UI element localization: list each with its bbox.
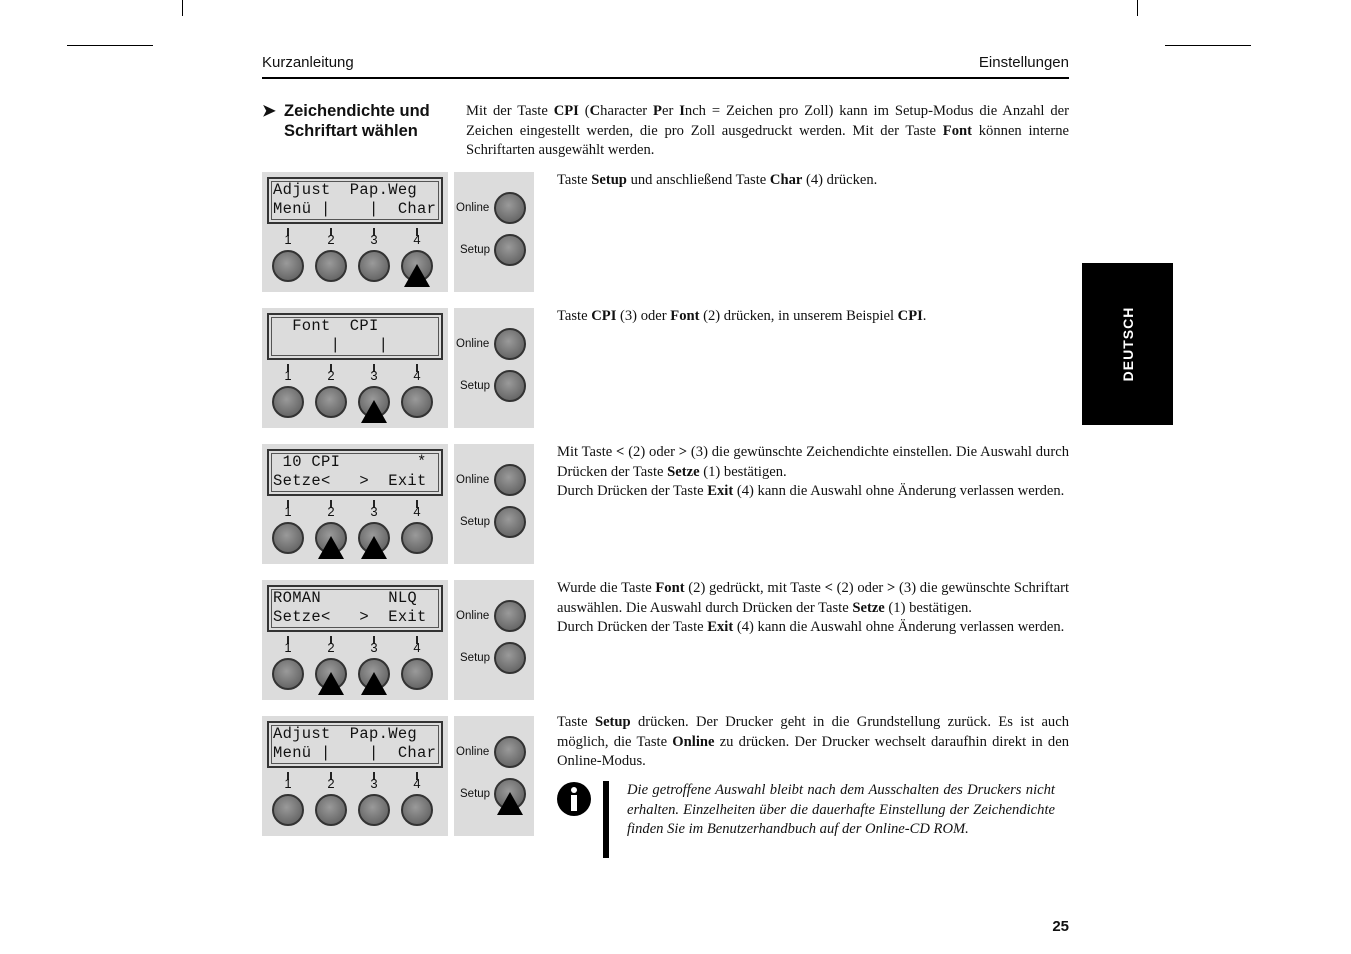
- page-number: 25: [1052, 918, 1069, 935]
- printer-panel-step3: [262, 444, 534, 564]
- printer-panel-step2: [262, 308, 534, 428]
- control-panel: [262, 444, 448, 564]
- press-arrow-icon: [404, 264, 430, 287]
- language-tab: [1082, 263, 1173, 425]
- button-number: 4: [413, 368, 421, 383]
- panel-button-2: [315, 250, 347, 282]
- press-arrow-icon: [361, 400, 387, 423]
- step4-text: Wurde die Taste Font (2) gedrückt, mit Taste < (2) oder > (3) die gewünschte Schriftart auswählen. Die Auswahl durch Drücken der Taste Setze (1) bestätigen. Durch Drücken der Taste Exit (4) kann die Auswahl ohne Änderung verlassen werden.: [557, 580, 1069, 635]
- online-label: Online: [456, 338, 490, 350]
- side-panel: [454, 444, 534, 564]
- setup-label: Setup: [460, 652, 491, 664]
- control-panel: [262, 580, 448, 700]
- setup-label: Setup: [460, 788, 491, 800]
- button-number: 3: [370, 232, 378, 247]
- lcd-display: [267, 585, 443, 632]
- lcd-display: [267, 177, 443, 224]
- step2-text: Taste CPI (3) oder Font (2) drücken, in unserem Beispiel CPI.: [557, 308, 927, 324]
- online-button: [494, 192, 526, 224]
- panel-button-3: [358, 250, 390, 282]
- lcd-line-1: 10 CPI *: [273, 453, 427, 471]
- setup-button: [494, 370, 526, 402]
- button-number: 4: [413, 640, 421, 655]
- button-number: 4: [413, 776, 421, 791]
- language-tab-label: DEUTSCH: [1119, 306, 1136, 382]
- button-number: 4: [413, 504, 421, 519]
- lcd-line-1: ROMAN NLQ: [273, 589, 418, 607]
- online-label: Online: [456, 474, 490, 486]
- lcd-line-2: Menü | | Char: [273, 744, 437, 762]
- note-bar: [603, 781, 609, 858]
- crop-mark: [67, 45, 153, 46]
- crop-mark: [1165, 45, 1251, 46]
- press-arrow-icon: [361, 536, 387, 559]
- button-number: 1: [284, 504, 292, 519]
- press-arrow-icon: [318, 672, 344, 695]
- button-number: 1: [284, 776, 292, 791]
- panel-button-4: [401, 522, 433, 554]
- section-title-line2: Schriftart wählen: [284, 122, 418, 140]
- setup-label: Setup: [460, 380, 491, 392]
- setup-label: Setup: [460, 516, 491, 528]
- info-note: Die getroffene Auswahl bleibt nach dem Ausschalten des Druckers nicht erhalten. Einzelheiten über die dauerhafte Einstellung der Zeichendichte finden Sie im Benutzerhandbuch auf der Online-CD ROM.: [627, 782, 1055, 837]
- setup-label: Setup: [460, 244, 491, 256]
- button-number: 3: [370, 640, 378, 655]
- panel-button-4: [401, 658, 433, 690]
- button-number: 1: [284, 640, 292, 655]
- button-number: 3: [370, 368, 378, 383]
- panel-button-2: [315, 386, 347, 418]
- panel-button-4: [401, 386, 433, 418]
- button-number: 2: [327, 640, 335, 655]
- intro-paragraph: Mit der Taste CPI (Character Per Inch = Zeichen pro Zoll) kann im Setup-Modus die Anzahl der Zeichen eingestellt werden, die pro Zoll ausgedruckt werden. Mit der Taste Font können interne Schriftarten ausgewählt werden.: [466, 103, 1070, 158]
- printer-panel-step1: [262, 172, 534, 292]
- lcd-display: [267, 721, 443, 768]
- panel-button-4: [401, 794, 433, 826]
- lcd-line-2: Setze< > Exit: [273, 472, 427, 490]
- printer-panel-step5: [262, 716, 534, 836]
- lcd-line-2: | |: [273, 336, 389, 354]
- setup-button: [494, 234, 526, 266]
- control-panel: [262, 716, 448, 836]
- button-number: 2: [327, 504, 335, 519]
- press-arrow-icon: [497, 792, 523, 815]
- arrow-icon: ➤: [262, 102, 276, 120]
- side-panel: [454, 172, 534, 292]
- step1-text: Taste Setup und anschließend Taste Char (4) drücken.: [557, 172, 878, 188]
- button-number: 1: [284, 368, 292, 383]
- button-number: 3: [370, 504, 378, 519]
- panel-button-1: [272, 794, 304, 826]
- online-button: [494, 736, 526, 768]
- online-button: [494, 328, 526, 360]
- header-rule: [262, 77, 1069, 79]
- online-label: Online: [456, 746, 490, 758]
- button-number: 2: [327, 368, 335, 383]
- button-number: 2: [327, 776, 335, 791]
- header-left: Kurzanleitung: [262, 54, 354, 71]
- press-arrow-icon: [361, 672, 387, 695]
- printer-panel-step4: [262, 580, 534, 700]
- button-number: 3: [370, 776, 378, 791]
- panel-button-2: [315, 794, 347, 826]
- button-number: 4: [413, 232, 421, 247]
- panel-button-1: [272, 250, 304, 282]
- lcd-line-1: Adjust Pap.Weg: [273, 725, 418, 743]
- control-panel: [262, 172, 448, 292]
- panel-button-1: [272, 386, 304, 418]
- step3-text: Mit Taste < (2) oder > (3) die gewünschte Zeichendichte einstellen. Die Auswahl durch Drücken der Taste Setze (1) bestätigen. Durch Drücken der Taste Exit (4) kann die Auswahl ohne Änderung verlassen werden.: [557, 444, 1069, 499]
- header-right: Einstellungen: [978, 54, 1069, 71]
- panel-button-1: [272, 658, 304, 690]
- press-arrow-icon: [318, 536, 344, 559]
- lcd-display: [267, 449, 443, 496]
- button-number: 1: [284, 232, 292, 247]
- online-label: Online: [456, 610, 490, 622]
- setup-button: [494, 506, 526, 538]
- control-panel: [262, 308, 448, 428]
- lcd-line-2: Menü | | Char: [273, 200, 437, 218]
- button-number: 2: [327, 232, 335, 247]
- side-panel: [454, 308, 534, 428]
- step5-text: Taste Setup drücken. Der Drucker geht in die Grundstellung zurück. Es ist auch möglich, die Taste Online zu drücken. Der Drucker wechselt daraufhin direkt in den Online-Modus.: [557, 714, 1070, 769]
- online-label: Online: [456, 202, 490, 214]
- side-panel: [454, 716, 534, 836]
- panel-button-3: [358, 794, 390, 826]
- side-panel: [454, 580, 534, 700]
- lcd-line-1: Font CPI: [273, 317, 379, 335]
- panel-button-1: [272, 522, 304, 554]
- online-button: [494, 464, 526, 496]
- setup-button: [494, 642, 526, 674]
- lcd-display: [267, 313, 443, 360]
- crop-mark: [182, 0, 183, 16]
- lcd-line-2: Setze< > Exit: [273, 608, 427, 626]
- section-title-line1: Zeichendichte und: [284, 102, 430, 120]
- crop-mark: [1137, 0, 1138, 16]
- info-icon: [557, 782, 591, 816]
- online-button: [494, 600, 526, 632]
- lcd-line-1: Adjust Pap.Weg: [273, 181, 418, 199]
